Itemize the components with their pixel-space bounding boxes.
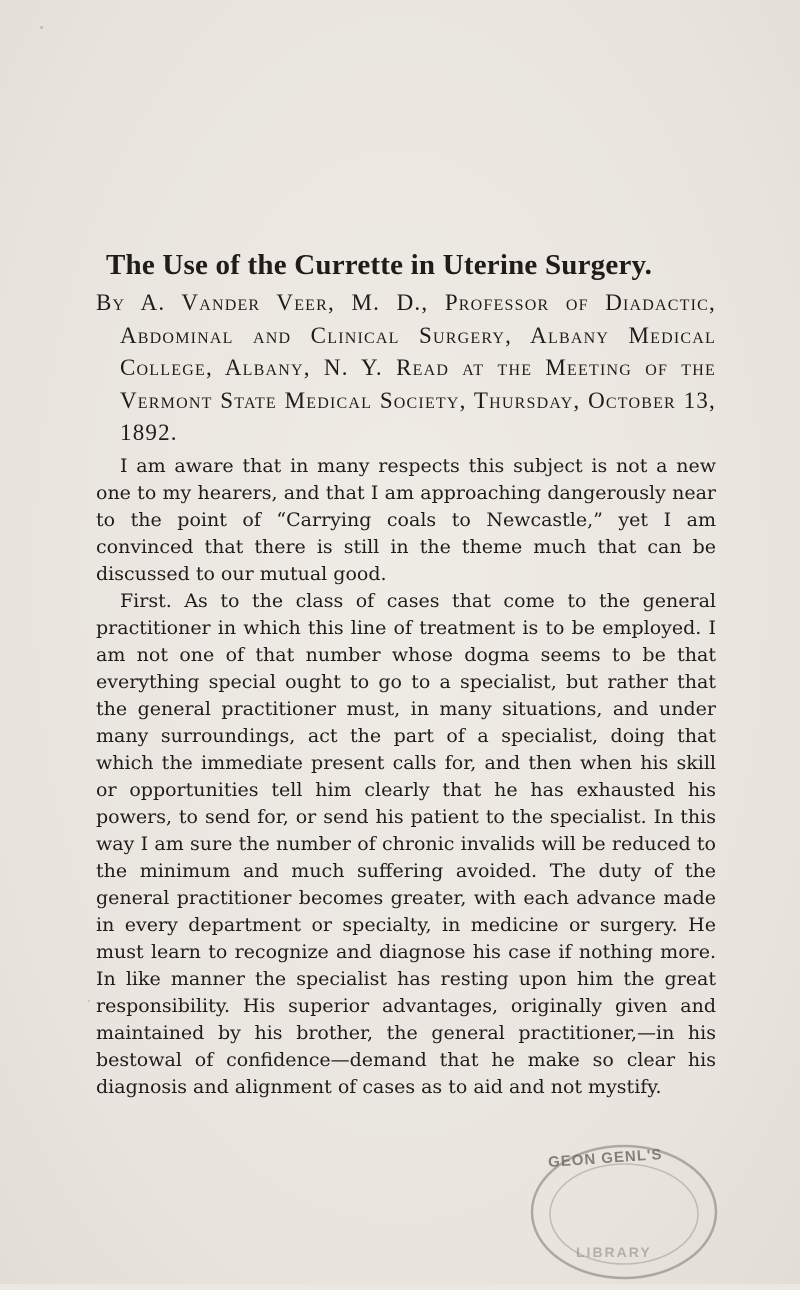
paper-speck	[40, 26, 43, 29]
paragraph: First. As to the class of cases that come to the general practitioner in which this line of treatment is to be employed. I am not one of that number whose dogma seems to be that everything special ought to go to a specialist, but rather that the general practitioner must, in many situations, and under many surroundings, act the part of a specialist, doing that which the immediate present calls for, and then when his skill or opportunities tell him clearly that he has exhausted his powers, to send for, or send his patient to the specialist. In this way I am sure the number of chronic invalids will be reduced to the minimum and much suffering avoided. The duty of the general practitioner becomes greater, with each advance made in every department or specialty, in medicine or surgery. He must learn to recognize and diagnose his case if nothing more. In like manner the specialist has resting upon him the great responsibility. His superior advantages, originally given and maintained by his brother, the general practitioner,—in his bestowal of confidence—demand that he make so clear his diagnosis and alignment of cases as to aid and not mystify.	[96, 589, 716, 1098]
author-byline: By A. Vander Veer, M. D., Professor of Diadactic, Abdominal and Clinical Surgery, Albany Medical College, Albany, N. Y. Read at the Meeting of the Vermont State Medical Society, Thursday, October 13, 1892.	[96, 290, 716, 445]
paper-speck	[88, 1000, 90, 1002]
article-title: The Use of the Currette in Uterine Surgery.	[106, 249, 653, 281]
library-stamp-top-text: GEON GENL'S	[547, 1146, 664, 1171]
article	[96, 248, 716, 1101]
library-stamp-bottom-text: LIBRARY	[576, 1244, 652, 1260]
library-stamp	[526, 1132, 722, 1286]
paragraph: I am aware that in many respects this subject is not a new one to my hearers, and that I am approaching dangerously near to the point of “Carrying coals to Newcastle,” yet I am convinced that there is still in the theme much that can be discussed to our mutual good.	[96, 454, 716, 585]
